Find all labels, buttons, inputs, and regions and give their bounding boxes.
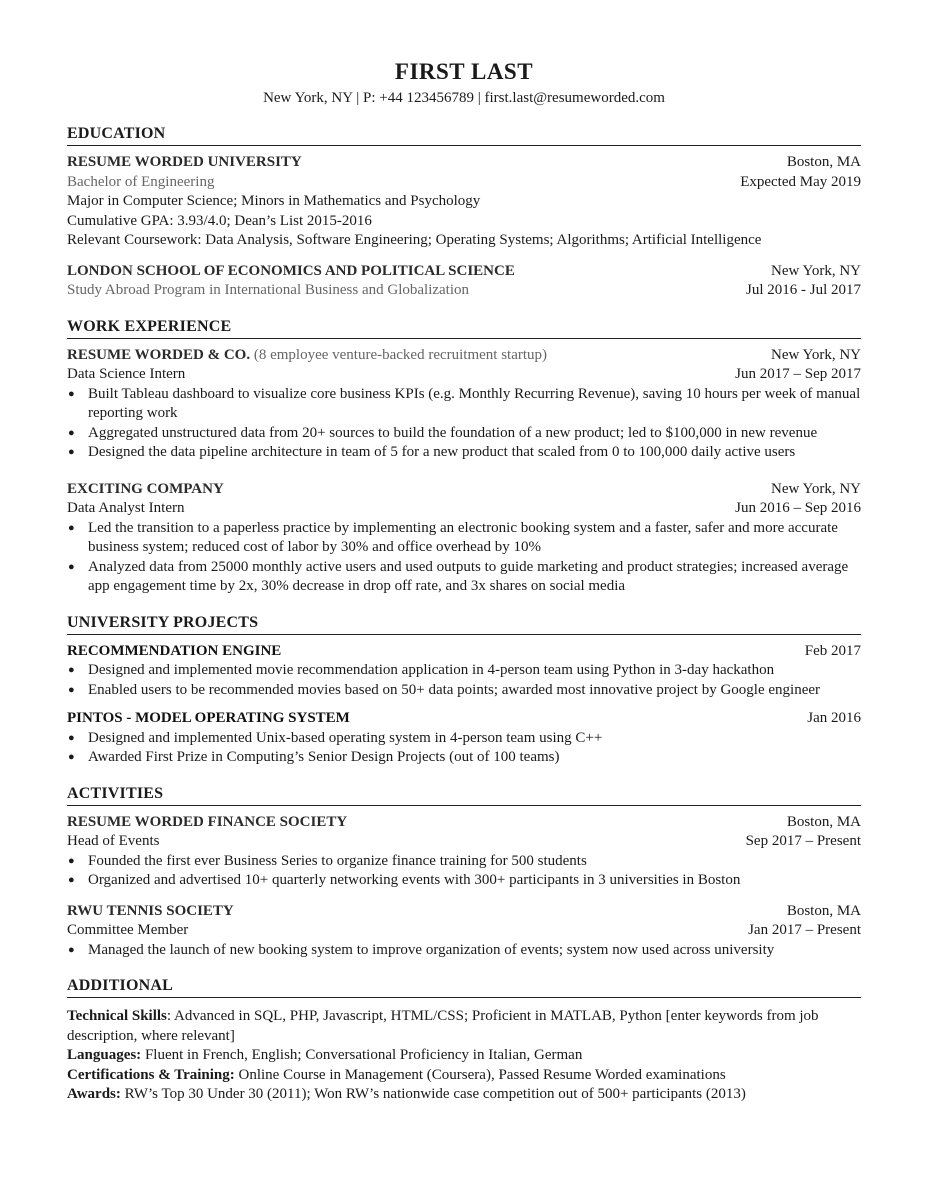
bullet-list [67, 729, 861, 768]
project-date: Jan 2016 [807, 710, 861, 726]
company-name: RESUME WORDED & CO. [67, 346, 251, 363]
activity-entry [67, 902, 861, 961]
work-entry [67, 346, 861, 463]
bullet-item: ● Aggregated unstructured data from 20+ sources to build the foundation of a new product; led to $100,000 in new revenue [67, 424, 861, 444]
school-name: RESUME WORDED UNIVERSITY [67, 154, 302, 170]
activity-role: Committee Member [67, 922, 189, 938]
school-location: New York, NY [770, 262, 861, 279]
education-section [67, 124, 861, 301]
activity-entry [67, 813, 861, 891]
school-location: Boston, MA [786, 154, 861, 170]
program-date: Jul 2016 - Jul 2017 [745, 282, 861, 298]
bullet-icon: ● [68, 426, 75, 439]
bullet-item: ● Designed and implemented Unix-based operating system in 4-person team using C++ [67, 729, 861, 749]
education-entry [67, 262, 861, 301]
activity-date: Sep 2017 – Present [745, 833, 861, 849]
bullet-icon: ● [68, 560, 75, 573]
certifications: Certifications & Training: Online Course in Management (Coursera), Passed Resume Worded examinations [67, 1066, 726, 1083]
section-title-education: EDUCATION [67, 124, 861, 146]
activity-location: Boston, MA [786, 902, 861, 919]
bullet-icon: ● [68, 446, 75, 458]
bullet-icon: ● [68, 874, 75, 886]
bullet-list [67, 385, 861, 463]
section-title-additional: ADDITIONAL [67, 976, 861, 998]
activity-name: RWU TENNIS SOCIETY [67, 902, 234, 919]
bullet-item: ● Led the transition to a paperless practice by implementing an electronic booking system and a faster, safer and more accurate business system; reduced cost of labor by 30% and office overhead by 10% [68, 519, 838, 555]
projects-section [67, 613, 861, 768]
project-entry [67, 642, 861, 701]
education-detail: Major in Computer Science; Minors in Mathematics and Psychology [67, 193, 481, 209]
bullet-icon: ● [68, 731, 75, 744]
bullet-item: ● Founded the first ever Business Series to organize finance training for 500 students [67, 852, 861, 872]
bullet-item: ● Enabled users to be recommended movies based on 50+ data points; awarded most innovative project by Google engineer [67, 681, 861, 701]
company-name: EXCITING COMPANY [67, 480, 224, 497]
languages: Languages: Fluent in French, English; Conversational Proficiency in Italian, German [67, 1047, 583, 1063]
bullet-icon: ● [68, 751, 75, 763]
section-title-projects: UNIVERSITY PROJECTS [67, 613, 861, 635]
degree: Bachelor of Engineering [67, 173, 215, 190]
bullet-icon: ● [68, 521, 75, 534]
company-location: New York, NY [770, 346, 861, 363]
technical-skills: Technical Skills: Advanced in SQL, PHP, Javascript, HTML/CSS; Proficient in MATLAB, Python [enter keywords from job description, where relevant] [67, 1008, 819, 1044]
project-date: Feb 2017 [804, 642, 861, 659]
job-date: Jun 2017 – Sep 2017 [735, 366, 861, 382]
bullet-list [67, 519, 861, 597]
activity-location: Boston, MA [786, 813, 861, 830]
activity-name: RESUME WORDED FINANCE SOCIETY [67, 813, 348, 830]
job-title: Data Science Intern [67, 366, 186, 382]
activity-role: Head of Events [67, 833, 160, 849]
education-entry [67, 153, 861, 251]
project-name: RECOMMENDATION ENGINE [67, 642, 282, 659]
awards: Awards: RW’s Top 30 Under 30 (2011); Won RW’s nationwide case competition out of 500+ participants (2013) [67, 1086, 746, 1102]
candidate-name: FIRST LAST [394, 59, 534, 84]
bullet-list [67, 852, 861, 891]
bullet-item: ● Managed the launch of new booking system to improve organization of events; system now used across university [67, 941, 861, 961]
school-name: LONDON SCHOOL OF ECONOMICS AND POLITICAL SCIENCE [67, 262, 515, 279]
degree: Study Abroad Program in International Business and Globalization [67, 282, 470, 298]
bullet-item: ● Organized and advertised 10+ quarterly networking events with 300+ participants in 3 universities in Boston [67, 871, 861, 891]
bullet-list [67, 941, 861, 961]
bullet-icon: ● [68, 664, 75, 676]
activities-section [67, 784, 861, 961]
bullet-list [67, 661, 861, 700]
bullet-item: ● Designed and implemented movie recommendation application in 4-person team using Python in 3-day hackathon [67, 661, 861, 681]
company-note: (8 employee venture-backed recruitment startup) [250, 346, 548, 363]
education-detail: Relevant Coursework: Data Analysis, Software Engineering; Operating Systems; Algorithms; Artificial Intelligence [67, 232, 762, 248]
bullet-icon: ● [68, 854, 75, 867]
bullet-item: ● Analyzed data from 25000 monthly active users and used outputs to guide marketing and product strategies; increased average app engagement time by 2x, 30% decrease in drop off rate, and 3x shares on social media [68, 558, 849, 594]
activity-date: Jan 2017 – Present [748, 922, 861, 938]
section-title-activities: ACTIVITIES [67, 784, 861, 806]
contact-line: New York, NY | P: +44 123456789 | first.last@resumeworded.com [263, 90, 665, 106]
work-entry [67, 480, 861, 597]
job-title: Data Analyst Intern [67, 500, 185, 516]
bullet-item: ● Built Tableau dashboard to visualize core business KPIs (e.g. Monthly Recurring Revenue), saving 10 hours per week of manual reporting work [68, 385, 861, 421]
job-date: Jun 2016 – Sep 2016 [735, 500, 861, 516]
project-name: PINTOS - MODEL OPERATING SYSTEM [67, 710, 350, 726]
work-section [67, 317, 861, 597]
project-entry [67, 709, 861, 768]
bullet-item: ● Awarded First Prize in Computing’s Senior Design Projects (out of 100 teams) [67, 748, 861, 768]
company-location: New York, NY [770, 480, 861, 497]
graduation-date: Expected May 2019 [740, 173, 861, 190]
bullet-icon: ● [68, 387, 75, 400]
bullet-item: ● Designed the data pipeline architecture in team of 5 for a new product that scaled from 0 to 100,000 daily active users [67, 443, 861, 463]
bullet-icon: ● [68, 683, 75, 696]
education-detail: Cumulative GPA: 3.93/4.0; Dean’s List 2015-2016 [67, 212, 372, 229]
additional-section [67, 976, 861, 1105]
bullet-icon: ● [68, 943, 75, 956]
section-title-work: WORK EXPERIENCE [67, 317, 861, 339]
